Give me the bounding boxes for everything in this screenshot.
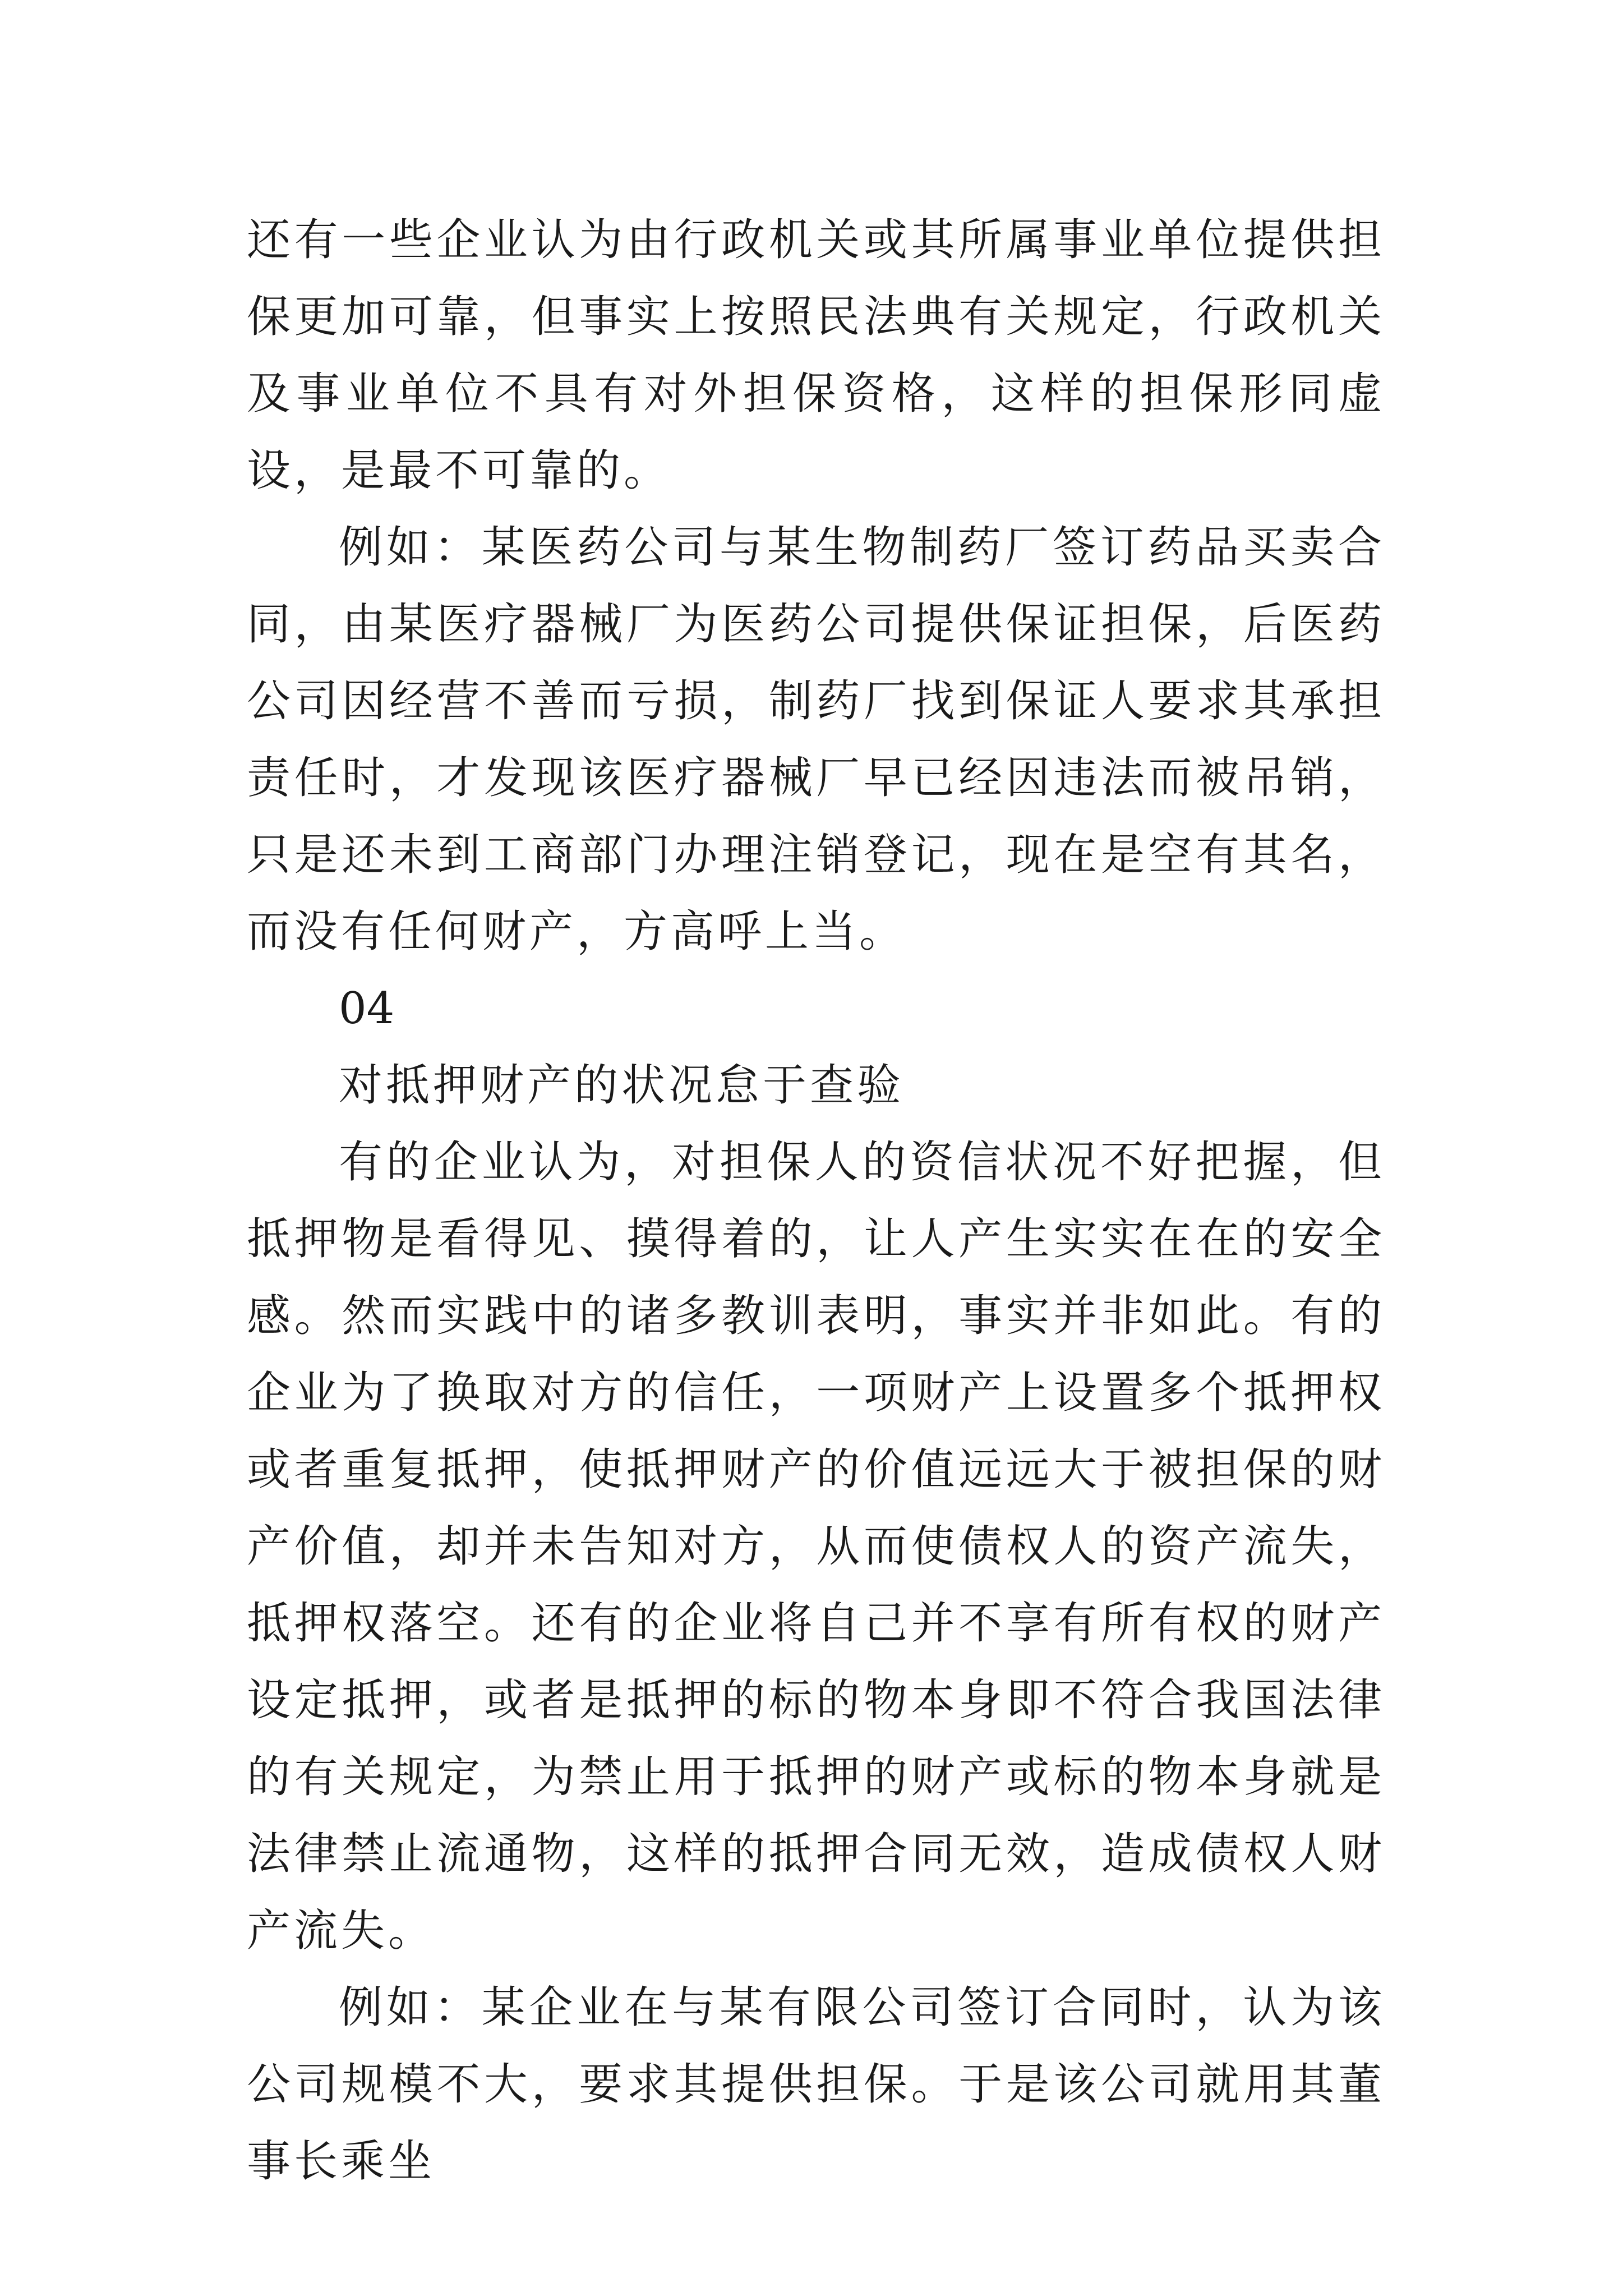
section-title: 对抵押财产的状况怠于查验 [339,1060,905,1111]
paragraph-admin-guarantee: 还有一些企业认为由行政机关或其所属事业单位提供担保更加可靠，但事实上按照民法典有关规定，行政机关及事业单位不具有对外担保资格，这样的担保形同虚设，是最不可靠的。 [247,215,1385,496]
paragraph-mortgage-risks: 有的企业认为，对担保人的资信状况不好把握，但抵押物是看得见、摸得着的，让人产生实实在在的安全感。然而实践中的诸多教训表明，事实并非如此。有的企业为了换取对方的信任，一项财产上设置多个抵押权或者重复抵押，使抵押财产的价值远远大于被担保的财产价值，却并未告知对方，从而使债权人的资产流失，抵押权落空。还有的企业将自己并不享有所有权的财产设定抵押，或者是抵押的标的物本身即不符合我国法律的有关规定，为禁止用于抵押的财产或标的物本身就是法律禁止流通物，这样的抵押合同无效，造成债权人财产流失。 [247,1137,1385,1956]
document-body [247,202,1385,2200]
paragraph-example-company: 例如：某企业在与某有限公司签订合同时，认为该公司规模不大，要求其提供担保。于是该公司就用其董事长乘坐 [247,1982,1385,2187]
paragraph-example-pharma: 例如：某医药公司与某生物制药厂签订药品买卖合同，由某医疗器械厂为医药公司提供保证担保，后医药公司因经营不善而亏损，制药厂找到保证人要求其承担责任时，才发现该医疗器械厂早已经因违法而被吊销，只是还未到工商部门办理注销登记，现在是空有其名，而没有任何财产，方高呼上当。 [247,522,1385,957]
section-number: 04 [339,983,395,1034]
